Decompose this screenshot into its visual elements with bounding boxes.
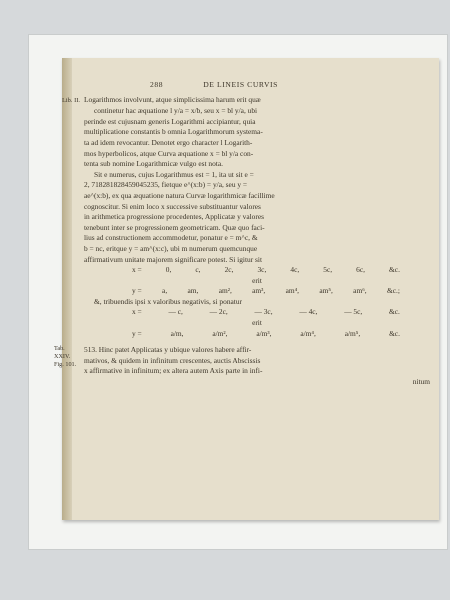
text-line: lius ad constructionem accommodetur, ponatur e = m^c, &	[84, 233, 258, 243]
page-text	[54, 80, 430, 388]
erit-label: erit	[252, 318, 262, 328]
erit-label: erit	[252, 275, 262, 285]
binding-gutter	[62, 58, 72, 520]
text-line: perinde est cujusnam generis Logarithmi accipiantur, quia	[84, 116, 256, 126]
sequence-x-positive: x = 0, c, 2c, 3c, 4c, 5c, 6c, &c.	[132, 265, 400, 275]
margin-lib: Lib. II.	[62, 96, 80, 104]
margin-fig: Fig. 101.	[54, 361, 77, 369]
book-page	[54, 58, 439, 520]
text-line: cognoscitur. Si enim loco x successive substituantur valores	[84, 201, 261, 211]
page-header	[150, 80, 430, 91]
text-line: &, tribuendis ipsi x valoribus negativis, si ponatur	[94, 296, 243, 306]
text-line: b = nc, eritque y = am^(x:c), ubi m numerum quemcunque	[84, 243, 258, 253]
text-line: affirmativum unitate majorem significare potest. Si igitur sit	[84, 254, 263, 264]
sequence-x-negative: x = — c, — 2c, — 3c, — 4c, — 5c, &c.	[132, 307, 400, 317]
margin-tab: Tab.	[54, 345, 65, 353]
text-line: Sit e numerus, cujus Logarithmus est = 1, ita ut sit e =	[94, 169, 254, 179]
text-line: mos hyperbolicos, atque Curva æquatione x = bl y/a con-	[84, 148, 254, 158]
text-line: 513. Hinc patet Applicatas y ubique valores habere affir-	[84, 345, 252, 355]
text-line: continetur hac æquatione l y/a = x/b, seu x = bl y/a, ubi	[94, 106, 258, 116]
sequence-y-positive: y = a, am, am², am³, am⁴, am⁵, am⁶, &c.;	[132, 286, 400, 296]
margin-tab-number: XXIV.	[54, 353, 71, 361]
text-line: x affirmative in infinitum; ex altera autem Axis parte in infi-	[84, 366, 263, 376]
page-number: 288	[150, 80, 164, 89]
sequence-y-negative: y = a/m, a/m², a/m³, a/m⁴, a/m⁵, &c.	[132, 328, 400, 338]
text-line: nitum	[412, 377, 430, 387]
text-line: tenebunt inter se progressionem geometricam. Quæ quo faci-	[84, 222, 265, 232]
text-line: tenta sub nomine Logarithmicæ vulgo est nota.	[84, 159, 223, 169]
margin-notes	[54, 345, 84, 387]
text-line: 2, 718281828459045235, fietque e^(x:b) = y/a, seu y =	[84, 180, 248, 190]
text-line: mativos, & quidem in infinitum crescentes, auctis Abscissis	[84, 355, 261, 365]
running-title: DE LINEIS CURVIS	[203, 80, 279, 89]
text-line: ta ad idem revocantur. Denotet ergo character l Logarith-	[84, 137, 253, 147]
text-line: in arithmetica progressione procedentes, Applicatæ y valores	[84, 212, 264, 222]
paragraph-513	[54, 345, 430, 387]
text-line: ae^(x:b), ex qua æquatione natura Curvæ logarithmicæ facillime	[84, 190, 275, 200]
text-line: Lib. II. Logarithmos involvunt, atque simplicissima harum erit quæ	[84, 95, 430, 107]
text-line: multiplicatione constantis b omnia Logarithmorum systema-	[84, 127, 263, 137]
